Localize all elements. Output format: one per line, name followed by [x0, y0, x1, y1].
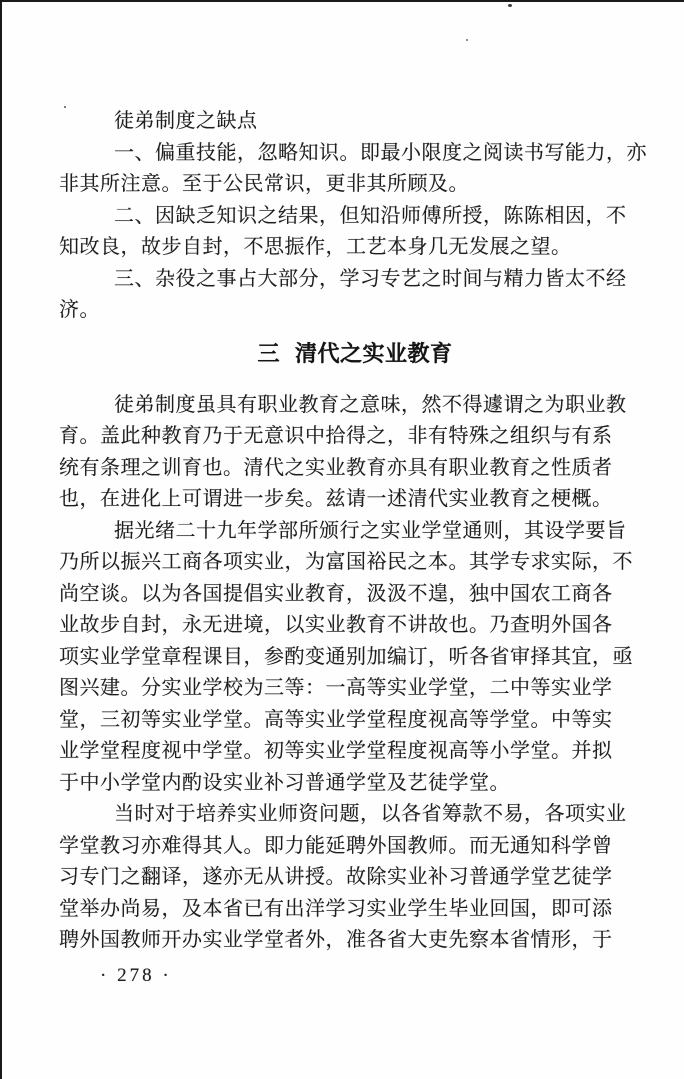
text-line: 图兴建。分实业学校为三等：一高等实业学堂，二中等实业学: [59, 677, 613, 699]
text-line: 堂，三初等实业学堂。高等实业学堂程度视高等学堂。中等实: [59, 708, 613, 731]
text-line: 也，在进化上可谓进一步矣。兹请一述清代实业教育之梗概。: [59, 488, 613, 510]
text-line: 济。: [59, 299, 100, 321]
text-line: 业学堂程度视中学堂。初等实业学堂程度视高等小学堂。并拟: [59, 740, 613, 762]
text-line: 徒弟制度虽具有职业教育之意味，然不得遽谓之为职业教: [114, 393, 627, 416]
text-line: 项实业学堂章程课目，参酌变通别加编订，听各省审择其宜，亟: [59, 645, 633, 668]
text-line: 聘外国教师开办实业学堂者外，准各省大吏先察本省情形，于: [59, 929, 613, 951]
text-line: 一、偏重技能，忽略知识。即最小限度之阅读书写能力，亦: [114, 141, 647, 164]
text-line: 非其所注意。至于公民常识，更非其所顾及。: [59, 173, 469, 195]
text-line: 当时对于培养实业师资问题，以各省筹款不易，各项实业: [114, 803, 627, 825]
text-line: 育。盖此种教育乃于无意识中拾得之，非有特殊之组织与有系: [59, 425, 613, 447]
scan-speck: [466, 39, 468, 41]
scan-speck: [508, 4, 512, 7]
text-line: 统有条理之训育也。清代之实业教育亦具有职业教育之性质者: [59, 456, 613, 479]
section-heading-title: 清代之实业教育: [295, 340, 453, 366]
text-line: 二、因缺乏知识之结果，但知沿师傅所授，陈陈相因，不: [114, 204, 627, 227]
text-line: 徒弟制度之缺点: [114, 110, 258, 132]
section-heading-number: 三: [257, 340, 280, 366]
page-number: · 278 ·: [100, 965, 172, 986]
post-heading-lines: [59, 390, 637, 957]
text-line: 堂举办尚易，及本省已有出洋学习实业学生毕业回国，即可添: [59, 897, 613, 920]
text-line: 乃所以振兴工商各项实业，为富国裕民之本。其学专求实际，不: [59, 551, 633, 573]
text-line: 三、杂役之事占大部分，学习专艺之时间与精力皆太不经: [114, 267, 627, 290]
text-line: 习专门之翻译，遂亦无从讲授。故除实业补习普通学堂艺徒学: [59, 866, 613, 888]
text-line: 尚空谈。以为各国提倡实业教育，汲汲不遑，独中国农工商各: [59, 582, 613, 605]
section-heading: [66, 338, 644, 370]
text-line: 据光绪二十九年学部所颁行之实业学堂通则，其设学要旨: [114, 519, 627, 542]
scan-edge-top-line: [0, 0, 684, 2]
text-line: 于中小学堂内酌设实业补习普通学堂及艺徒学堂。: [59, 771, 510, 794]
text-line: 学堂教习亦难得其人。即力能延聘外国教师。而无通知科学曾: [59, 834, 613, 857]
text-line: 业故步自封，永无进境，以实业教育不讲故也。乃查明外国各: [59, 614, 613, 636]
text-line: 知改良，故步自封，不思振作，工艺本身几无发展之望。: [59, 236, 572, 258]
page-text-block: [59, 106, 647, 957]
pre-heading-lines: [59, 106, 647, 327]
scan-edge-left-line: [0, 0, 2, 1079]
